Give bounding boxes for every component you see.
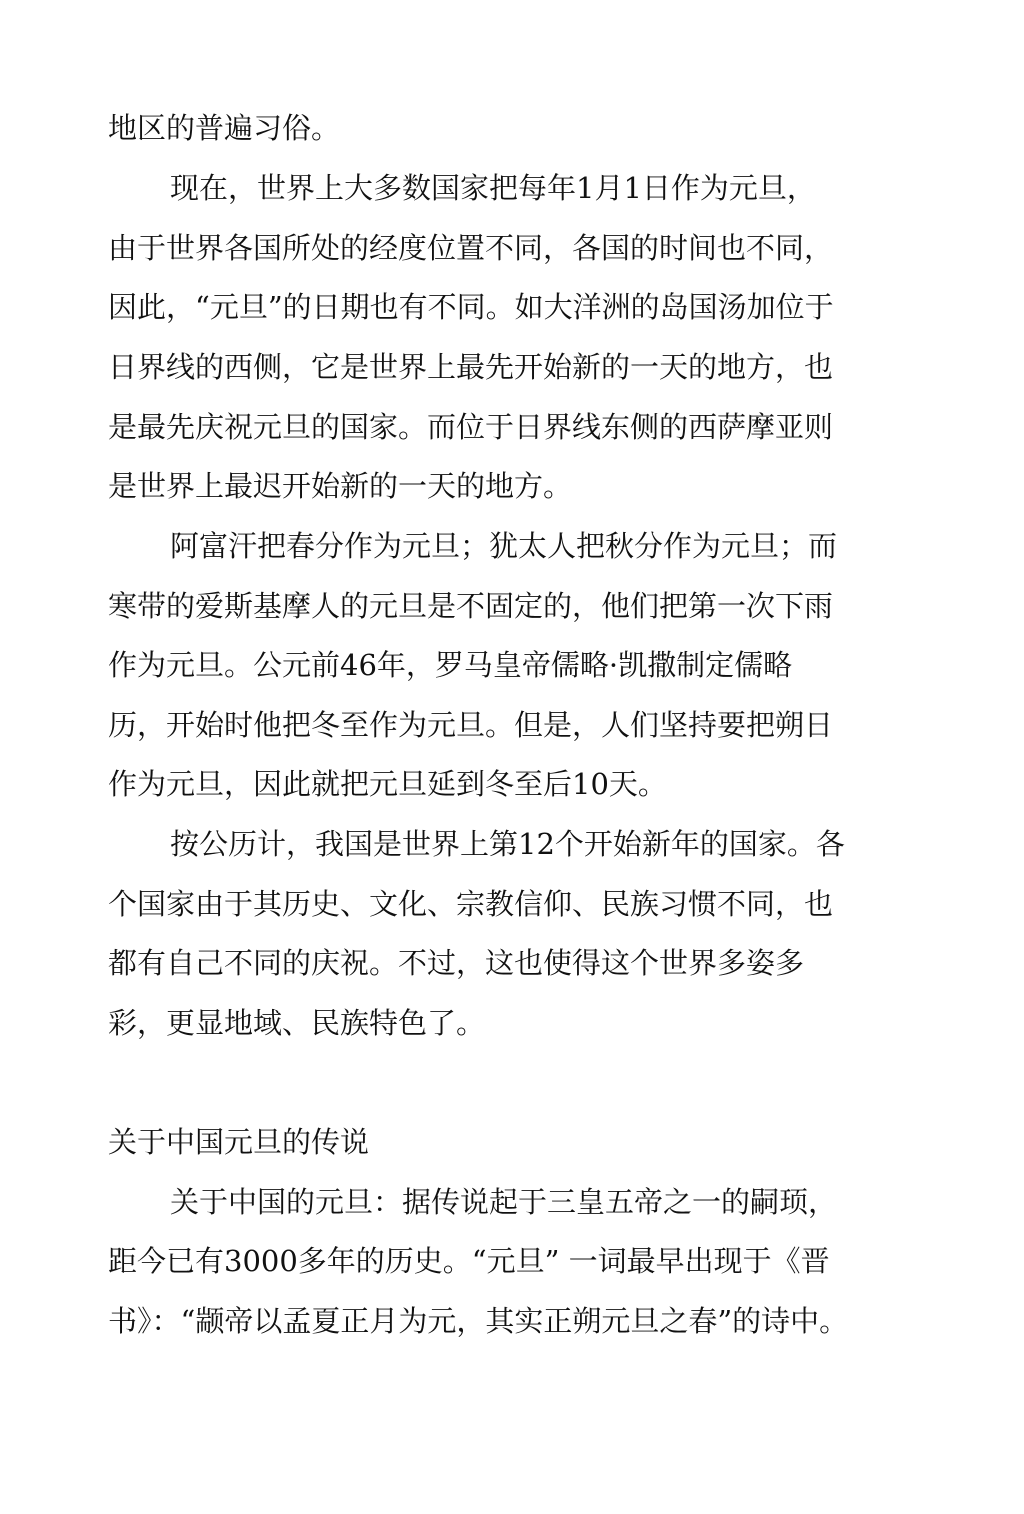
text-line: 彩，更显地域、民族特色了。 xyxy=(108,1006,486,1040)
section-heading: 关于中国元旦的传说 xyxy=(108,1125,370,1159)
text-line: 作为元旦，因此就把元旦延到冬至后10天。 xyxy=(108,767,667,801)
text-line: 都有自己不同的庆祝。不过，这也使得这个世界多姿多 xyxy=(108,946,805,980)
paragraph-start-line: 现在，世界上大多数国家把每年1月1日作为元旦， xyxy=(170,171,816,205)
text-line: 个国家由于其历史、文化、宗教信仰、民族习惯不同，也 xyxy=(108,887,834,921)
text-line: 地区的普遍习俗。 xyxy=(108,111,341,145)
text-line: 日界线的西侧，它是世界上最先开始新的一天的地方，也 xyxy=(108,350,834,384)
text-line: 因此，“元旦”的日期也有不同。如大洋洲的岛国汤加位于 xyxy=(108,290,834,324)
text-line: 历，开始时他把冬至作为元旦。但是，人们坚持要把朔日 xyxy=(108,708,834,742)
text-line: 距今已有3000多年的历史。“元旦” 一词最早出现于《晋 xyxy=(108,1244,830,1278)
paragraph-start-line: 阿富汗把春分作为元旦；犹太人把秋分作为元旦；而 xyxy=(170,529,838,563)
text-line: 书》：“颛帝以孟夏正月为元，其实正朔元旦之春”的诗中。 xyxy=(108,1304,849,1338)
text-line: 寒带的爱斯基摩人的元旦是不固定的，他们把第一次下雨 xyxy=(108,589,834,623)
text-line: 是世界上最迟开始新的一天的地方。 xyxy=(108,469,573,503)
paragraph-start-line: 按公历计，我国是世界上第12个开始新年的国家。各 xyxy=(170,827,845,861)
paragraph-start-line: 关于中国的元旦：据传说起于三皇五帝之一的嗣顼， xyxy=(170,1185,838,1219)
text-line: 由于世界各国所处的经度位置不同，各国的时间也不同， xyxy=(108,231,834,265)
text-line: 作为元旦。公元前46年，罗马皇帝儒略·凯撒制定儒略 xyxy=(108,648,793,682)
text-line: 是最先庆祝元旦的国家。而位于日界线东侧的西萨摩亚则 xyxy=(108,410,834,444)
